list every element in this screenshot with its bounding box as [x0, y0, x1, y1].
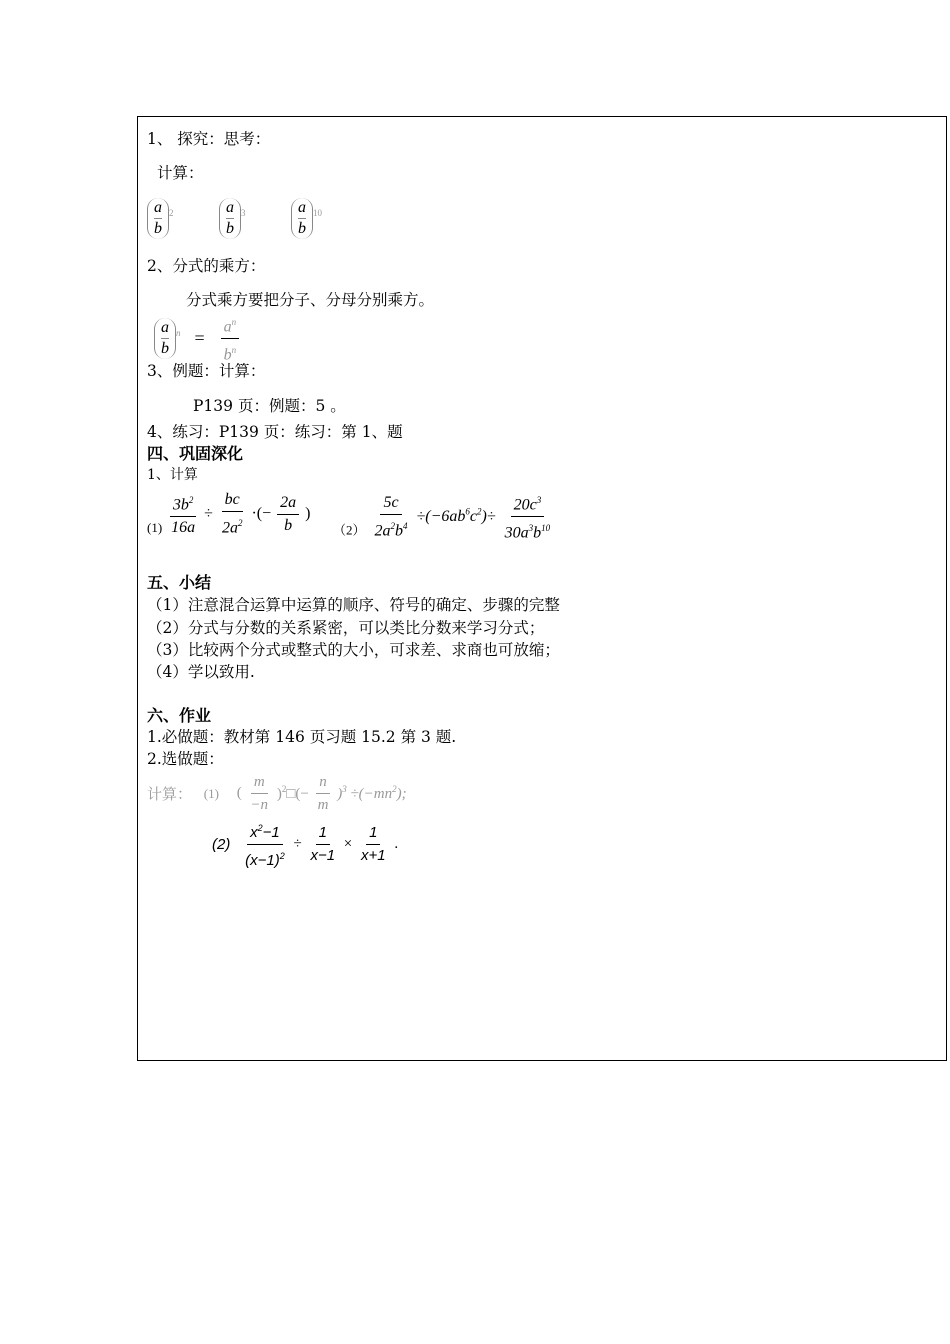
- homework-optional: 2.选做题：: [147, 750, 224, 768]
- section1-title: 1、 探究：思考：: [147, 130, 271, 148]
- section2-rule: 分式乘方要把分子、分母分别乘方。: [186, 291, 435, 309]
- consolidate-heading: 四、巩固深化: [147, 444, 244, 463]
- section3-title: 3、例题：计算：: [147, 362, 266, 380]
- power-formula: $\frac{a}{b}$ $^n$ = $\frac{a^n}{b^n}$: [154, 312, 241, 366]
- summary-item: （1）注意混合运算中运算的顺序、符号的确定、步骤的完整: [147, 596, 560, 614]
- homework-heading: 六、作业: [147, 706, 212, 725]
- expr-a-over-b-tenth: $\frac{a}{b}$ $^{10}$: [291, 198, 322, 239]
- section1-calc-label: 计算：: [157, 164, 204, 182]
- summary-item: （3）比较两个分式或整式的大小，可求差、求商也可放缩；: [147, 641, 560, 659]
- section2-title: 2、分式的乘方：: [147, 257, 266, 275]
- homework-q1: 计算： (1) ( $\frac{m}{-n}$ )$^2$□(− $\frac{n}{m}$ )$^3 \div(-mn^2)$;: [147, 774, 407, 813]
- consolidate-sub: 1、计算: [147, 467, 198, 483]
- practice-problem-1: $_{(1)}$ $\frac{3b^2}{16a}$ ÷ $\frac{bc}{2a^2}$ ·(− $\frac{2a}{b}$ ): [147, 491, 311, 537]
- summary-item: （4）学以致用.: [147, 663, 255, 681]
- homework-q2: (2) $\frac{x^2-1}{(x-1)^2}$ ÷ $\frac{1}{x-1}$ × $\frac{1}{x+1}$ .: [212, 818, 398, 871]
- practice-problem-2: $_{(2)}$ $\frac{5c}{2a^2b^4}$ $\div(-6ab^6c^2)\div$ $\frac{20c^3}{30a^3b^{10}}$: [333, 490, 555, 544]
- section3-ref: P139 页：例题：5 。: [193, 397, 346, 415]
- expr-a-over-b-squared: $\frac{a}{b}$ $^2$: [147, 198, 174, 239]
- summary-item: （2）分式与分数的关系紧密，可以类比分数来学习分式；: [147, 619, 545, 637]
- homework-required: 1.必做题：教材第 146 页习题 15.2 第 3 题.: [147, 728, 457, 746]
- summary-heading: 五、小结: [147, 573, 212, 592]
- section4-title: 4、练习：P139 页：练习：第 1、题: [147, 423, 403, 441]
- expr-a-over-b-cubed: $\frac{a}{b}$ $^3$: [219, 198, 246, 239]
